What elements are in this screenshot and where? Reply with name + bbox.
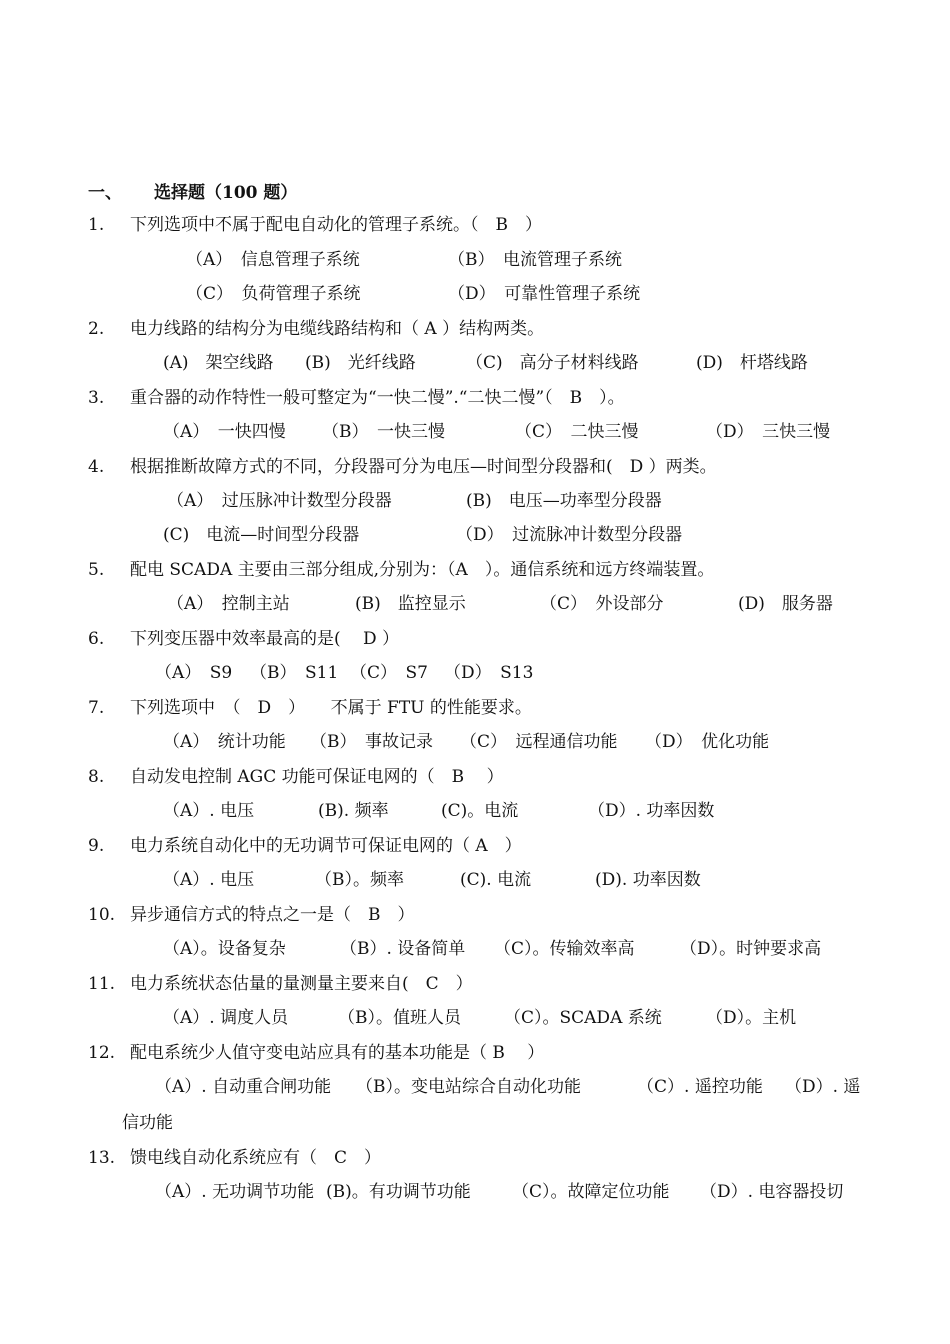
question-10 xyxy=(88,904,415,926)
section-title: 选择题（100 题） xyxy=(154,183,298,203)
option-d: （D） S13 xyxy=(444,663,534,683)
option-c: (C) 电流—时间型分段器 xyxy=(163,525,360,545)
question-number: 8. xyxy=(88,767,105,787)
question-number: 1. xyxy=(88,215,105,235)
option-c: （C） 二快三慢 xyxy=(515,422,639,442)
option-b: （B） 一快三慢 xyxy=(322,422,445,442)
question-number: 5. xyxy=(88,560,105,580)
option-c: (C). 电流 xyxy=(460,870,532,890)
question-text: 配电 SCADA 主要由三部分组成,分别为：（A ）。通信系统和远方终端装置。 xyxy=(130,560,715,580)
question-9 xyxy=(88,835,522,857)
option-continuation: 信功能 xyxy=(122,1113,173,1133)
option-c: （C） S7 xyxy=(350,663,428,683)
question-13 xyxy=(88,1147,381,1169)
section-number: 一、 xyxy=(88,183,122,203)
option-a: （A）。设备复杂 xyxy=(163,939,286,959)
option-d: （D） 优化功能 xyxy=(645,732,770,752)
option-a: （A）. 无功调节功能 xyxy=(155,1182,315,1202)
question-text: 自动发电控制 AGC 功能可保证电网的（ B ） xyxy=(130,767,504,787)
option-a: （A） 控制主站 xyxy=(167,594,290,614)
option-b: (B). 频率 xyxy=(318,801,389,821)
question-8 xyxy=(88,766,504,788)
option-c: （C) 高分子材料线路 xyxy=(466,353,639,373)
option-a: (A) 架空线路 xyxy=(163,353,274,373)
option-a: （A）. 自动重合闸功能 xyxy=(155,1077,332,1097)
option-d: （D）。主机 xyxy=(706,1008,797,1028)
question-2 xyxy=(88,318,544,340)
option-c: （C）。传输效率高 xyxy=(494,939,635,959)
option-a: （A） 统计功能 xyxy=(163,732,286,752)
option-b: （B）。值班人员 xyxy=(338,1008,461,1028)
section-heading xyxy=(88,178,297,203)
option-d: (D). 功率因数 xyxy=(595,870,701,890)
option-d: （D）。时钟要求高 xyxy=(680,939,822,959)
option-a: （A） S9 xyxy=(155,663,233,683)
option-b: （B） 电流管理子系统 xyxy=(448,250,622,270)
question-11 xyxy=(88,973,473,995)
question-number: 2. xyxy=(88,319,105,339)
question-number: 10. xyxy=(88,905,116,925)
question-number: 13. xyxy=(88,1148,116,1168)
question-text: 馈电线自动化系统应有（ C ） xyxy=(130,1148,382,1168)
option-d: (D) 服务器 xyxy=(738,594,833,614)
option-b: （B）. 设备简单 xyxy=(340,939,466,959)
question-5 xyxy=(88,559,714,581)
option-c: （C） 负荷管理子系统 xyxy=(186,284,361,304)
question-text: 下列变压器中效率最高的是( D ） xyxy=(130,629,400,649)
question-number: 4. xyxy=(88,457,105,477)
question-text: 电力线路的结构分为电缆线路结构和（ A ）结构两类。 xyxy=(130,319,545,339)
option-d: （D） 三快三慢 xyxy=(706,422,831,442)
option-a: （A）. 电压 xyxy=(163,801,255,821)
option-d: （D） 可靠性管理子系统 xyxy=(448,284,641,304)
question-4 xyxy=(88,456,717,478)
question-text: 电力系统状态估量的量测量主要来自( C ） xyxy=(130,974,473,994)
question-text: 根据推断故障方式的不同，分段器可分为电压—时间型分段器和( D ）两类。 xyxy=(130,457,717,477)
question-number: 11. xyxy=(88,974,116,994)
option-c: （C）。故障定位功能 xyxy=(512,1182,670,1202)
option-b: (B) 光纤线路 xyxy=(305,353,416,373)
option-a: （A） 信息管理子系统 xyxy=(186,250,360,270)
option-a: （A） 过压脉冲计数型分段器 xyxy=(167,491,392,511)
question-text: 下列选项中不属于配电自动化的管理子系统。（ B ） xyxy=(130,215,542,235)
question-1 xyxy=(88,214,542,236)
question-number: 3. xyxy=(88,388,105,408)
question-text: 异步通信方式的特点之一是（ B ） xyxy=(130,905,415,925)
option-b: （B）。变电站综合自动化功能 xyxy=(356,1077,581,1097)
option-b: (B) 监控显示 xyxy=(355,594,466,614)
question-12 xyxy=(88,1042,544,1064)
question-6 xyxy=(88,628,399,650)
option-c: （C） 外设部分 xyxy=(540,594,664,614)
question-number: 7. xyxy=(88,698,105,718)
question-text: 电力系统自动化中的无功调节可保证电网的（ A ） xyxy=(130,836,522,856)
question-number: 6. xyxy=(88,629,105,649)
question-text: 重合器的动作特性一般可整定为“一快二慢”.“二快二慢”（ B ）。 xyxy=(130,388,625,408)
option-b: （B）。频率 xyxy=(315,870,404,890)
option-b: （B） S11 xyxy=(250,663,339,683)
question-3 xyxy=(88,387,625,409)
option-c: (C)。电流 xyxy=(441,801,519,821)
option-b: (B) 电压—功率型分段器 xyxy=(466,491,662,511)
option-d: (D) 杆塔线路 xyxy=(696,353,808,373)
option-a: （A） 一快四慢 xyxy=(163,422,286,442)
question-number: 12. xyxy=(88,1043,116,1063)
question-number: 9. xyxy=(88,836,105,856)
option-b: （B） 事故记录 xyxy=(310,732,433,752)
option-c: （C）。SCADA 系统 xyxy=(504,1008,662,1028)
question-7 xyxy=(88,697,532,719)
option-b: (B)。有功调节功能 xyxy=(326,1182,471,1202)
question-text: 下列选项中 （ D ） 不属于 FTU 的性能要求。 xyxy=(130,698,532,718)
option-c: （C） 远程通信功能 xyxy=(460,732,618,752)
option-d: （D）. 功率因数 xyxy=(588,801,715,821)
option-c: （C）. 遥控功能 xyxy=(637,1077,763,1097)
option-a: （A）. 调度人员 xyxy=(163,1008,289,1028)
option-a: （A）. 电压 xyxy=(163,870,255,890)
option-d: （D）. 遥 xyxy=(785,1077,861,1097)
option-d: （D） 过流脉冲计数型分段器 xyxy=(456,525,683,545)
option-d: （D）. 电容器投切 xyxy=(700,1182,844,1202)
question-text: 配电系统少人值守变电站应具有的基本功能是（ B ） xyxy=(130,1043,545,1063)
